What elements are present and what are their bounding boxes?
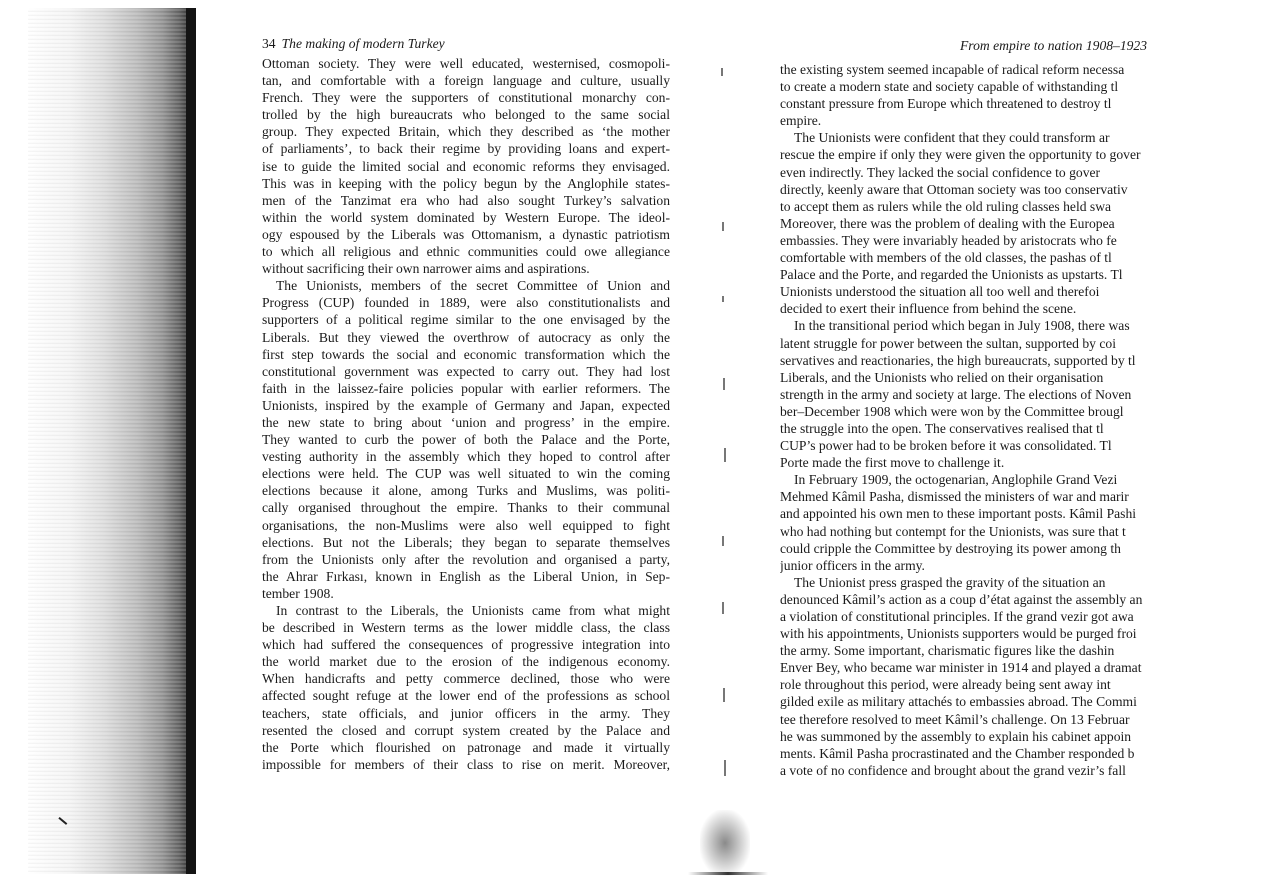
text-line: denounced Kâmil’s action as a coup d’état against the assembly an [780, 591, 1143, 607]
left-binding-shadow [28, 8, 196, 874]
text-line: elections were held. The CUP was well situated to win the coming [262, 466, 670, 482]
running-title: The making of modern Turkey [281, 36, 445, 51]
text-line: constant pressure from Europe which threatened to destroy tl [780, 96, 1112, 112]
text-line: Unionists understood the situation all too well and therefoi [780, 284, 1100, 300]
text-line: the Porte which flourished on patronage and made it virtually [262, 739, 670, 755]
text-line: elections because it alone, among Turks and Muslims, was politi- [262, 483, 670, 499]
text-line: The Unionist press grasped the gravity of the situation an [794, 574, 1106, 590]
text-line: organisations, the non-Muslims were also well equipped to fight [262, 517, 670, 533]
text-line: teachers, state officials, and junior officers in the army. They [262, 705, 670, 721]
text-line: first step towards the social and economic transformation which the [262, 346, 670, 362]
text-line: cally organised throughout the empire. Thanks to their communal [262, 500, 670, 516]
gutter-speck [723, 688, 725, 702]
text-line: ber–December 1908 which were won by the Committee brougl [780, 403, 1124, 419]
text-line: Ottoman society. They were well educated, westernised, cosmopoli- [262, 56, 670, 71]
text-line: French. They were the supporters of constitutional monarchy con- [262, 90, 670, 106]
text-line: group. They expected Britain, which they described as ‘the mother [262, 124, 670, 140]
text-line: resented the closed and corrupt system created by the Palace and [262, 722, 670, 738]
text-line: gilded exile as military attachés to embassies abroad. The Commi [780, 694, 1137, 710]
text-line: without sacrificing their own narrower aims and aspirations. [262, 261, 590, 277]
text-line: elections. But not the Liberals; they began to separate themselves [262, 534, 670, 550]
text-line: vesting authority in the assembly which they hoped to control after [262, 449, 670, 465]
text-line: even indirectly. They lacked the social confidence to gover [780, 164, 1101, 180]
right-running-head [960, 36, 1147, 56]
text-line: strength in the army and society at large. The elections of Noven [780, 386, 1132, 402]
text-line: rescue the empire if only they were given the opportunity to gover [780, 147, 1141, 163]
right-page [780, 61, 1263, 779]
text-line: men of the Tanzimat era who had also sought Turkey’s salvation [262, 192, 670, 208]
text-line: the world market due to the erosion of the indigenous economy. [262, 654, 670, 670]
text-line: the new state to bring about ‘union and progress’ in the empire. [262, 414, 670, 430]
text-line: comfortable with members of the old classes, the pashas of tl [780, 250, 1112, 266]
text-line: trolled by the high bureaucrats who belonged to the same social [262, 107, 670, 123]
text-line: he was summoned by the assembly to explain his cabinet appoin [780, 728, 1132, 744]
text-line: supporters of a political regime similar to the one envisaged by the [262, 312, 670, 328]
right-body-text [780, 61, 1263, 779]
text-line: Porte made the first move to challenge it. [780, 455, 1005, 471]
text-line: Moreover, there was the problem of dealing with the Europea [780, 215, 1115, 231]
running-title: From empire to nation 1908–1923 [960, 38, 1148, 53]
text-line: Progress (CUP) founded in 1889, were also constitutionalists and [262, 295, 670, 311]
text-line: the struggle into the open. The conservatives realised that tl [780, 420, 1104, 436]
gutter-speck [722, 296, 724, 302]
text-line: to create a modern state and society capable of withstanding tl [780, 79, 1119, 95]
text-line: be described in Western terms as the lower middle class, the class [262, 620, 670, 636]
text-line: They wanted to curb the power of both the Palace and the Porte, [262, 432, 670, 448]
text-line: to accept them as rulers while the old ruling classes held swa [780, 198, 1112, 214]
text-line: who had nothing but contempt for the Unionists, was sure that t [780, 523, 1126, 539]
gutter-speck [722, 536, 724, 546]
text-line: the existing system seemed incapable of radical reform necessa [780, 62, 1125, 77]
text-line: ogy espoused by the Liberals was Ottomanism, a dynastic patriotism [262, 226, 670, 242]
text-line: Palace and the Porte, and regarded the Unionists as upstarts. Tl [780, 267, 1123, 283]
page-number: 34 [262, 36, 276, 51]
text-line: In the transitional period which began in July 1908, there was [794, 318, 1130, 334]
left-running-head [262, 34, 670, 54]
text-line: could cripple the Committee by destroying its power among th [780, 540, 1121, 556]
text-line: latent struggle for power between the sultan, supported by coi [780, 335, 1116, 351]
text-line: to which all religious and ethnic communities could owe allegiance [262, 244, 670, 260]
text-line: In contrast to the Liberals, the Unionists came from what might [276, 603, 670, 618]
text-line: The Unionists were confident that they could transform ar [794, 130, 1110, 146]
text-line: role throughout this period, were already being sent away int [780, 677, 1111, 693]
text-line: tee therefore resolved to meet Kâmil’s challenge. On 13 Februar [780, 711, 1130, 727]
text-line: servatives and reactionaries, the high bureaucrats, supported by tl [780, 352, 1136, 368]
gutter-speck [723, 378, 725, 390]
left-page [262, 34, 670, 773]
gutter-speck [721, 68, 723, 76]
text-line: empire. [780, 113, 822, 129]
text-line: ise to guide the limited social and economic reforms they envisaged. [262, 158, 670, 174]
text-line: and appointed his own men to these important posts. Kâmil Pashi [780, 506, 1137, 522]
text-line: CUP’s power had to be broken before it was consolidated. Tl [780, 438, 1112, 454]
text-line: Mehmed Kâmil Pasha, dismissed the ministers of war and marir [780, 489, 1129, 505]
text-line: Liberals. But they viewed the overthrow of autocracy as only the [262, 329, 670, 345]
text-line: decided to exert their influence from behind the scene. [780, 301, 1077, 317]
text-line: which had suffered the consequences of progressive integration into [262, 637, 670, 653]
text-line: The Unionists, members of the secret Committee of Union and [276, 278, 670, 294]
text-line: When handicrafts and petty commerce declined, those who were [262, 671, 670, 687]
text-line: of parliaments’, to back their regime by providing loans and expert- [262, 141, 670, 157]
text-line: Unionists, inspired by the example of Germany and Japan, expected [262, 397, 670, 413]
text-line: affected sought refuge at the lower end of the professions as school [262, 688, 670, 704]
text-line: constitutional government was expected to carry out. They had lost [262, 363, 670, 379]
text-line: Enver Bey, who became war minister in 1914 and played a dramat [780, 660, 1142, 676]
left-body-text [262, 55, 670, 773]
text-line: a violation of constitutional principles. If the grand vezir got awa [780, 609, 1134, 624]
text-line: tan, and comfortable with a foreign language and culture, usually [262, 73, 670, 89]
text-line: the army. Some important, charismatic figures like the dashin [780, 643, 1115, 659]
text-line: with his appointments, Unionists supporters would be purged froi [780, 626, 1137, 642]
text-line: impossible for members of their class to rise on merit. Moreover, [262, 756, 670, 772]
text-line: embassies. They were invariably headed by aristocrats who fe [780, 232, 1117, 248]
text-line: directly, keenly aware that Ottoman society was too conservativ [780, 181, 1128, 197]
text-line: In February 1909, the octogenarian, Anglophile Grand Vezi [794, 472, 1118, 488]
text-line: within the world system dominated by Western Europe. The ideol- [262, 209, 670, 225]
text-line: faith in the laissez-faire policies popular with earlier reformers. The [262, 380, 670, 396]
text-line: tember 1908. [262, 585, 334, 601]
text-line: a vote of no confidence and brought about the grand vezir’s fall [780, 762, 1126, 778]
gutter-speck [724, 760, 726, 776]
gutter-speck [722, 602, 724, 614]
gutter-speck [724, 448, 726, 462]
gutter-speck [722, 222, 724, 231]
text-line: Liberals, and the Unionists who relied on their organisation [780, 369, 1104, 385]
text-line: junior officers in the army. [780, 557, 925, 573]
text-line: the Ahrar Fırkası, known in English as the Liberal Union, in Sep- [262, 568, 670, 584]
book-gutter [695, 40, 755, 880]
left-binding-edge [186, 8, 196, 874]
text-line: ments. Kâmil Pasha procrastinated and the Chamber responded b [780, 745, 1135, 761]
text-line: This was in keeping with the policy begun by the Anglophile states- [262, 175, 670, 191]
text-line: from the Unionists only after the revolution and organised a party, [262, 551, 670, 567]
